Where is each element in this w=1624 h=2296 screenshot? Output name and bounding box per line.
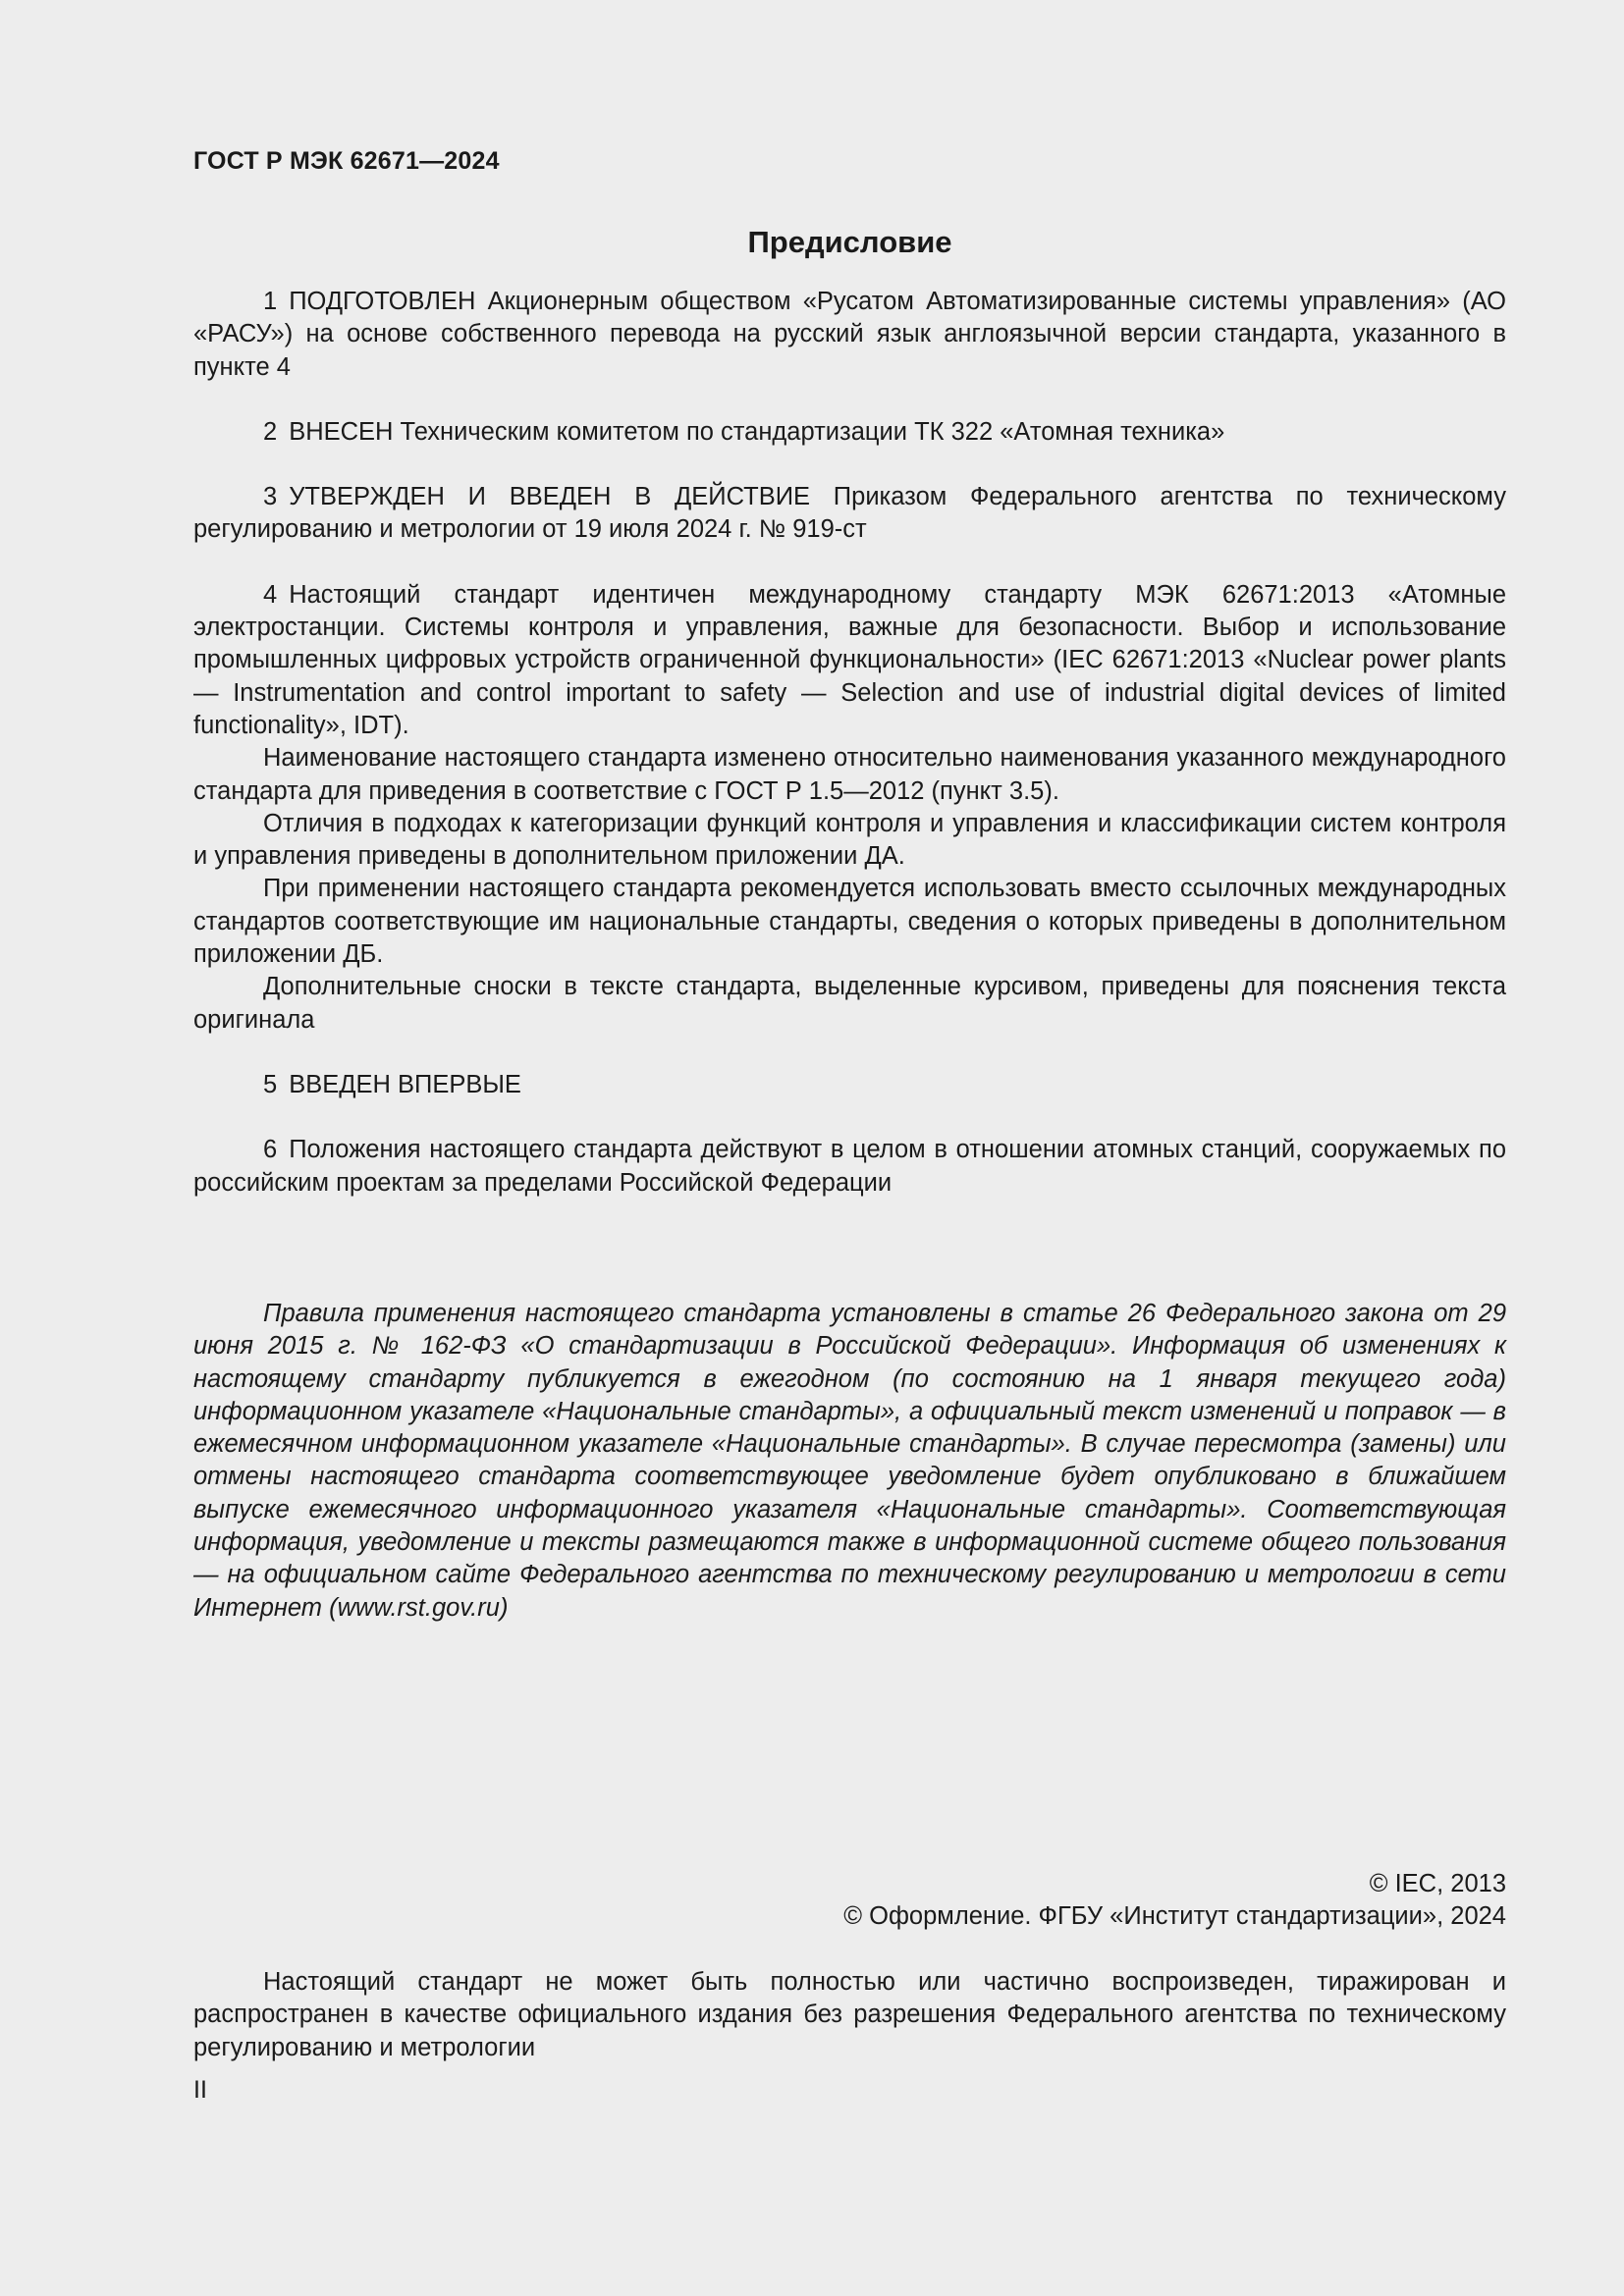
item-number: 2 <box>263 417 278 446</box>
page-number: II <box>193 2076 207 2104</box>
item-number: 4 <box>263 580 278 609</box>
foreword-content <box>193 286 1506 1200</box>
foreword-item-3 <box>193 481 1506 547</box>
foreword-item-1 <box>193 286 1506 384</box>
item-number: 5 <box>263 1070 278 1098</box>
copyright-design: © Оформление. ФГБУ «Институт стандартизации», 2024 <box>843 1902 1506 1931</box>
item-number: 6 <box>263 1136 278 1164</box>
foreword-item-6 <box>193 1134 1506 1200</box>
page-title: Предисловие <box>747 225 952 259</box>
application-rules-note: Правила применения настоящего стандарта установлены в статье 26 Федерального закона от 29 июня 2015 г. № 162-ФЗ «О стандартизации в Российской Федерации». Информация об изменениях к настоящему стандарту публикуется в ежегодном (по состоянию на 1 января текущего года) информационном указателе «Национальные стандарты», а официальный текст изменений и поправок — в ежемесячном информационном указателе «Национальные стандарты». В случае пересмотра (замены) или отмены настоящего стандарта соответствующее уведомление будет опубликовано в ближайшем выпуске ежемесячного информационного указателя «Национальные стандарты». Соответствующая информация, уведомление и тексты размещаются также в информационной системе общего пользования — на официальном сайте Федерального агентства по техническому регулированию и метрологии в сети Интернет (www.rst.gov.ru) <box>193 1300 1506 1622</box>
item-4-paragraph: При применении настоящего стандарта рекомендуется использовать вместо ссылочных международных стандартов соответствующие им национальные стандарты, сведения о которых приведены в дополнительном приложении ДБ. <box>193 875 1506 969</box>
item-text: Положения настоящего стандарта действуют в целом в отношении атомных станций, сооружаемых по российским проектам за пределами Российской Федерации <box>193 1136 1506 1197</box>
copyright-block <box>193 1868 1506 1934</box>
item-number: 1 <box>263 288 278 315</box>
document-page <box>193 0 1506 2296</box>
foreword-item-5 <box>193 1069 1506 1101</box>
item-text: ВВЕДЕН ВПЕРВЫЕ <box>289 1070 521 1098</box>
item-text: УТВЕРЖДЕН И ВВЕДЕН В ДЕЙСТВИЕ Приказом Федерального агентства по техническому регулированию и метрологии от 19 июля 2024 г. № 919-ст <box>193 483 1506 544</box>
foreword-item-2 <box>193 416 1506 449</box>
item-text: ПОДГОТОВЛЕН Акционерным обществом «Русатом Автоматизированные системы управления» (АО «РАСУ») на основе собственного перевода на русский язык англоязычной версии стандарта, указанного в пункте 4 <box>193 288 1506 381</box>
item-4-paragraph: Отличия в подходах к категоризации функций контроля и управления и классификации систем контроля и управления приведены в дополнительном приложении ДА. <box>193 809 1506 871</box>
item-number: 3 <box>263 483 278 511</box>
item-text: ВНЕСЕН Техническим комитетом по стандартизации ТК 322 «Атомная техника» <box>289 417 1225 446</box>
standard-id-header: ГОСТ Р МЭК 62671—2024 <box>193 147 500 175</box>
item-4-paragraph: Дополнительные сноски в тексте стандарта, выделенные курсивом, приведены для пояснения текста оригинала <box>193 973 1506 1034</box>
item-4-paragraph: Наименование настоящего стандарта изменено относительно наименования указанного международного стандарта для приведения в соответствие с ГОСТ Р 1.5—2012 (пункт 3.5). <box>193 744 1506 805</box>
item-text: Настоящий стандарт идентичен международному стандарту МЭК 62671:2013 «Атомные электростанции. Системы контроля и управления, важные для безопасности. Выбор и использование промышленных цифровых устройств ограниченной функциональности» (IEC 62671:2013 «Nuclear power plants — Instrumentation and control important to safety — Selection and use of industrial digital devices of limited functionality», IDT). <box>193 580 1506 739</box>
copyright-iec: © IEC, 2013 <box>1369 1870 1506 1897</box>
reproduction-notice: Настоящий стандарт не может быть полностью или частично воспроизведен, тиражирован и распространен в качестве официального издания без разрешения Федерального агентства по техническому регулированию и метрологии <box>193 1968 1506 2061</box>
foreword-item-4 <box>193 579 1506 742</box>
